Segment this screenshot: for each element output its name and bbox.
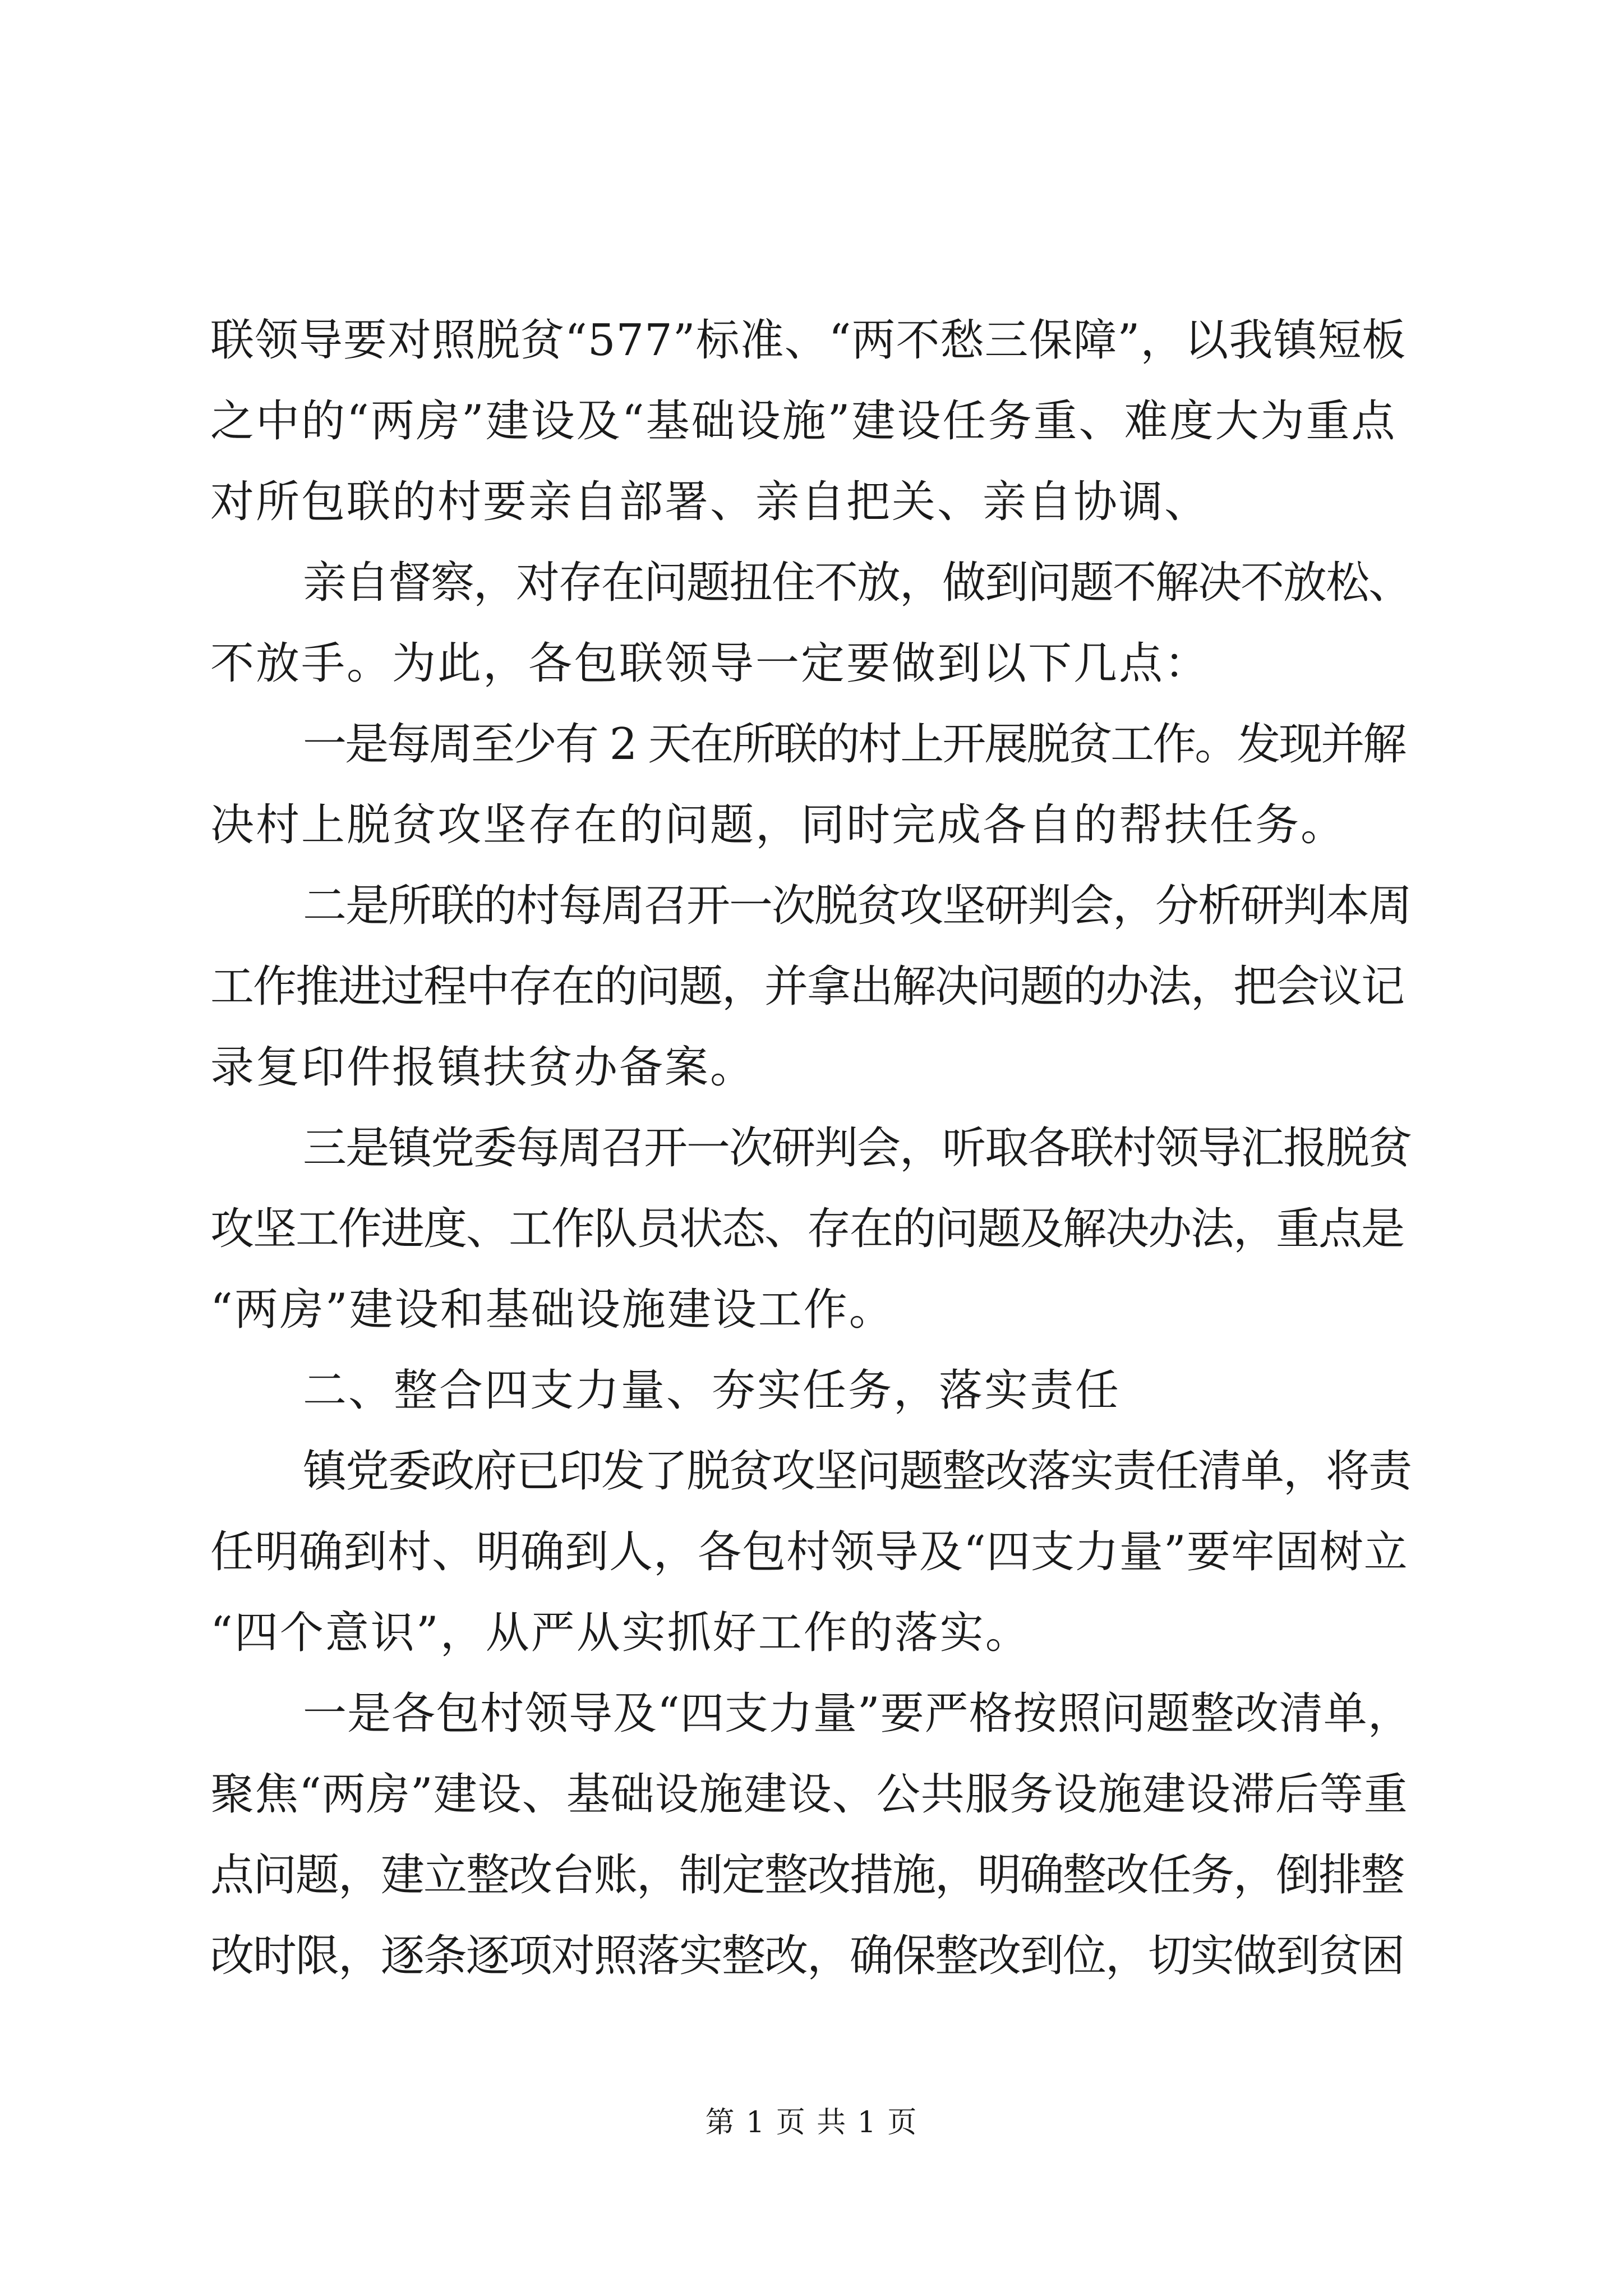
- text-line-content: 攻坚工作进度、工作队员状态、存在的问题及解决办法，重点是: [210, 1204, 1404, 1254]
- text-line-content: 镇党委政府已印发了脱贫攻坚问题整改落实责任清单，将责: [303, 1446, 1412, 1497]
- text-line-content: 一是每周至少有 2 天在所联的村上开展脱贫工作。发现并解: [303, 719, 1405, 770]
- text-line-content: 改时限，逐条逐项对照落实整改，确保整改到位，切实做到贫困: [210, 1931, 1404, 1981]
- text-line-content: 录复印件报镇扶贫办备案。: [210, 1042, 756, 1093]
- text-line-content: 聚焦“两房”建设、基础设施建设、公共服务设施建设滞后等重: [210, 1769, 1408, 1820]
- text-line-content: 亲自督察，对存在问题扭住不放，做到问题不解决不放松、: [303, 558, 1412, 608]
- text-line-content: 三是镇党委每周召开一次研判会，听取各联村领导汇报脱贫: [303, 1123, 1412, 1174]
- text-line-content: 不放手。为此，各包联领导一定要做到以下几点：: [210, 638, 1210, 689]
- text-line-content: 工作推进过程中存在的问题，并拿出解决问题的办法，把会议记: [210, 961, 1404, 1012]
- section-heading-text: 二、整合四支力量、夯实任务，落实责任: [303, 1365, 1121, 1416]
- text-line-content: “两房”建设和基础设施建设工作。: [210, 1285, 895, 1335]
- text-line-content: 之中的“两房”建设及“基础设施”建设任务重、难度大为重点: [210, 396, 1397, 447]
- text-line-content: “四个意识”，从严从实抓好工作的落实。: [210, 1608, 1031, 1658]
- text-line-content: 任明确到村、明确到人，各包村领导及“四支力量”要牢固树立: [210, 1527, 1408, 1577]
- text-line-content: 一是各包村领导及“四支力量”要严格按照问题整改清单，: [303, 1688, 1412, 1739]
- page-footer: 第 1 页 共 1 页: [705, 2106, 918, 2139]
- text-line-content: 对所包联的村要亲自部署、亲自把关、亲自协调、: [210, 477, 1210, 527]
- text-line-content: 点问题，建立整改台账，制定整改措施，明确整改任务，倒排整: [210, 1850, 1404, 1901]
- text-line-content: 二是所联的村每周召开一次脱贫攻坚研判会，分析研判本周: [303, 881, 1412, 931]
- text-line-content: 决村上脱贫攻坚存在的问题，同时完成各自的帮扶任务。: [210, 800, 1347, 850]
- text-line-content: 联领导要对照脱贫“577”标准、“两不愁三保障”，以我镇短板: [210, 315, 1407, 366]
